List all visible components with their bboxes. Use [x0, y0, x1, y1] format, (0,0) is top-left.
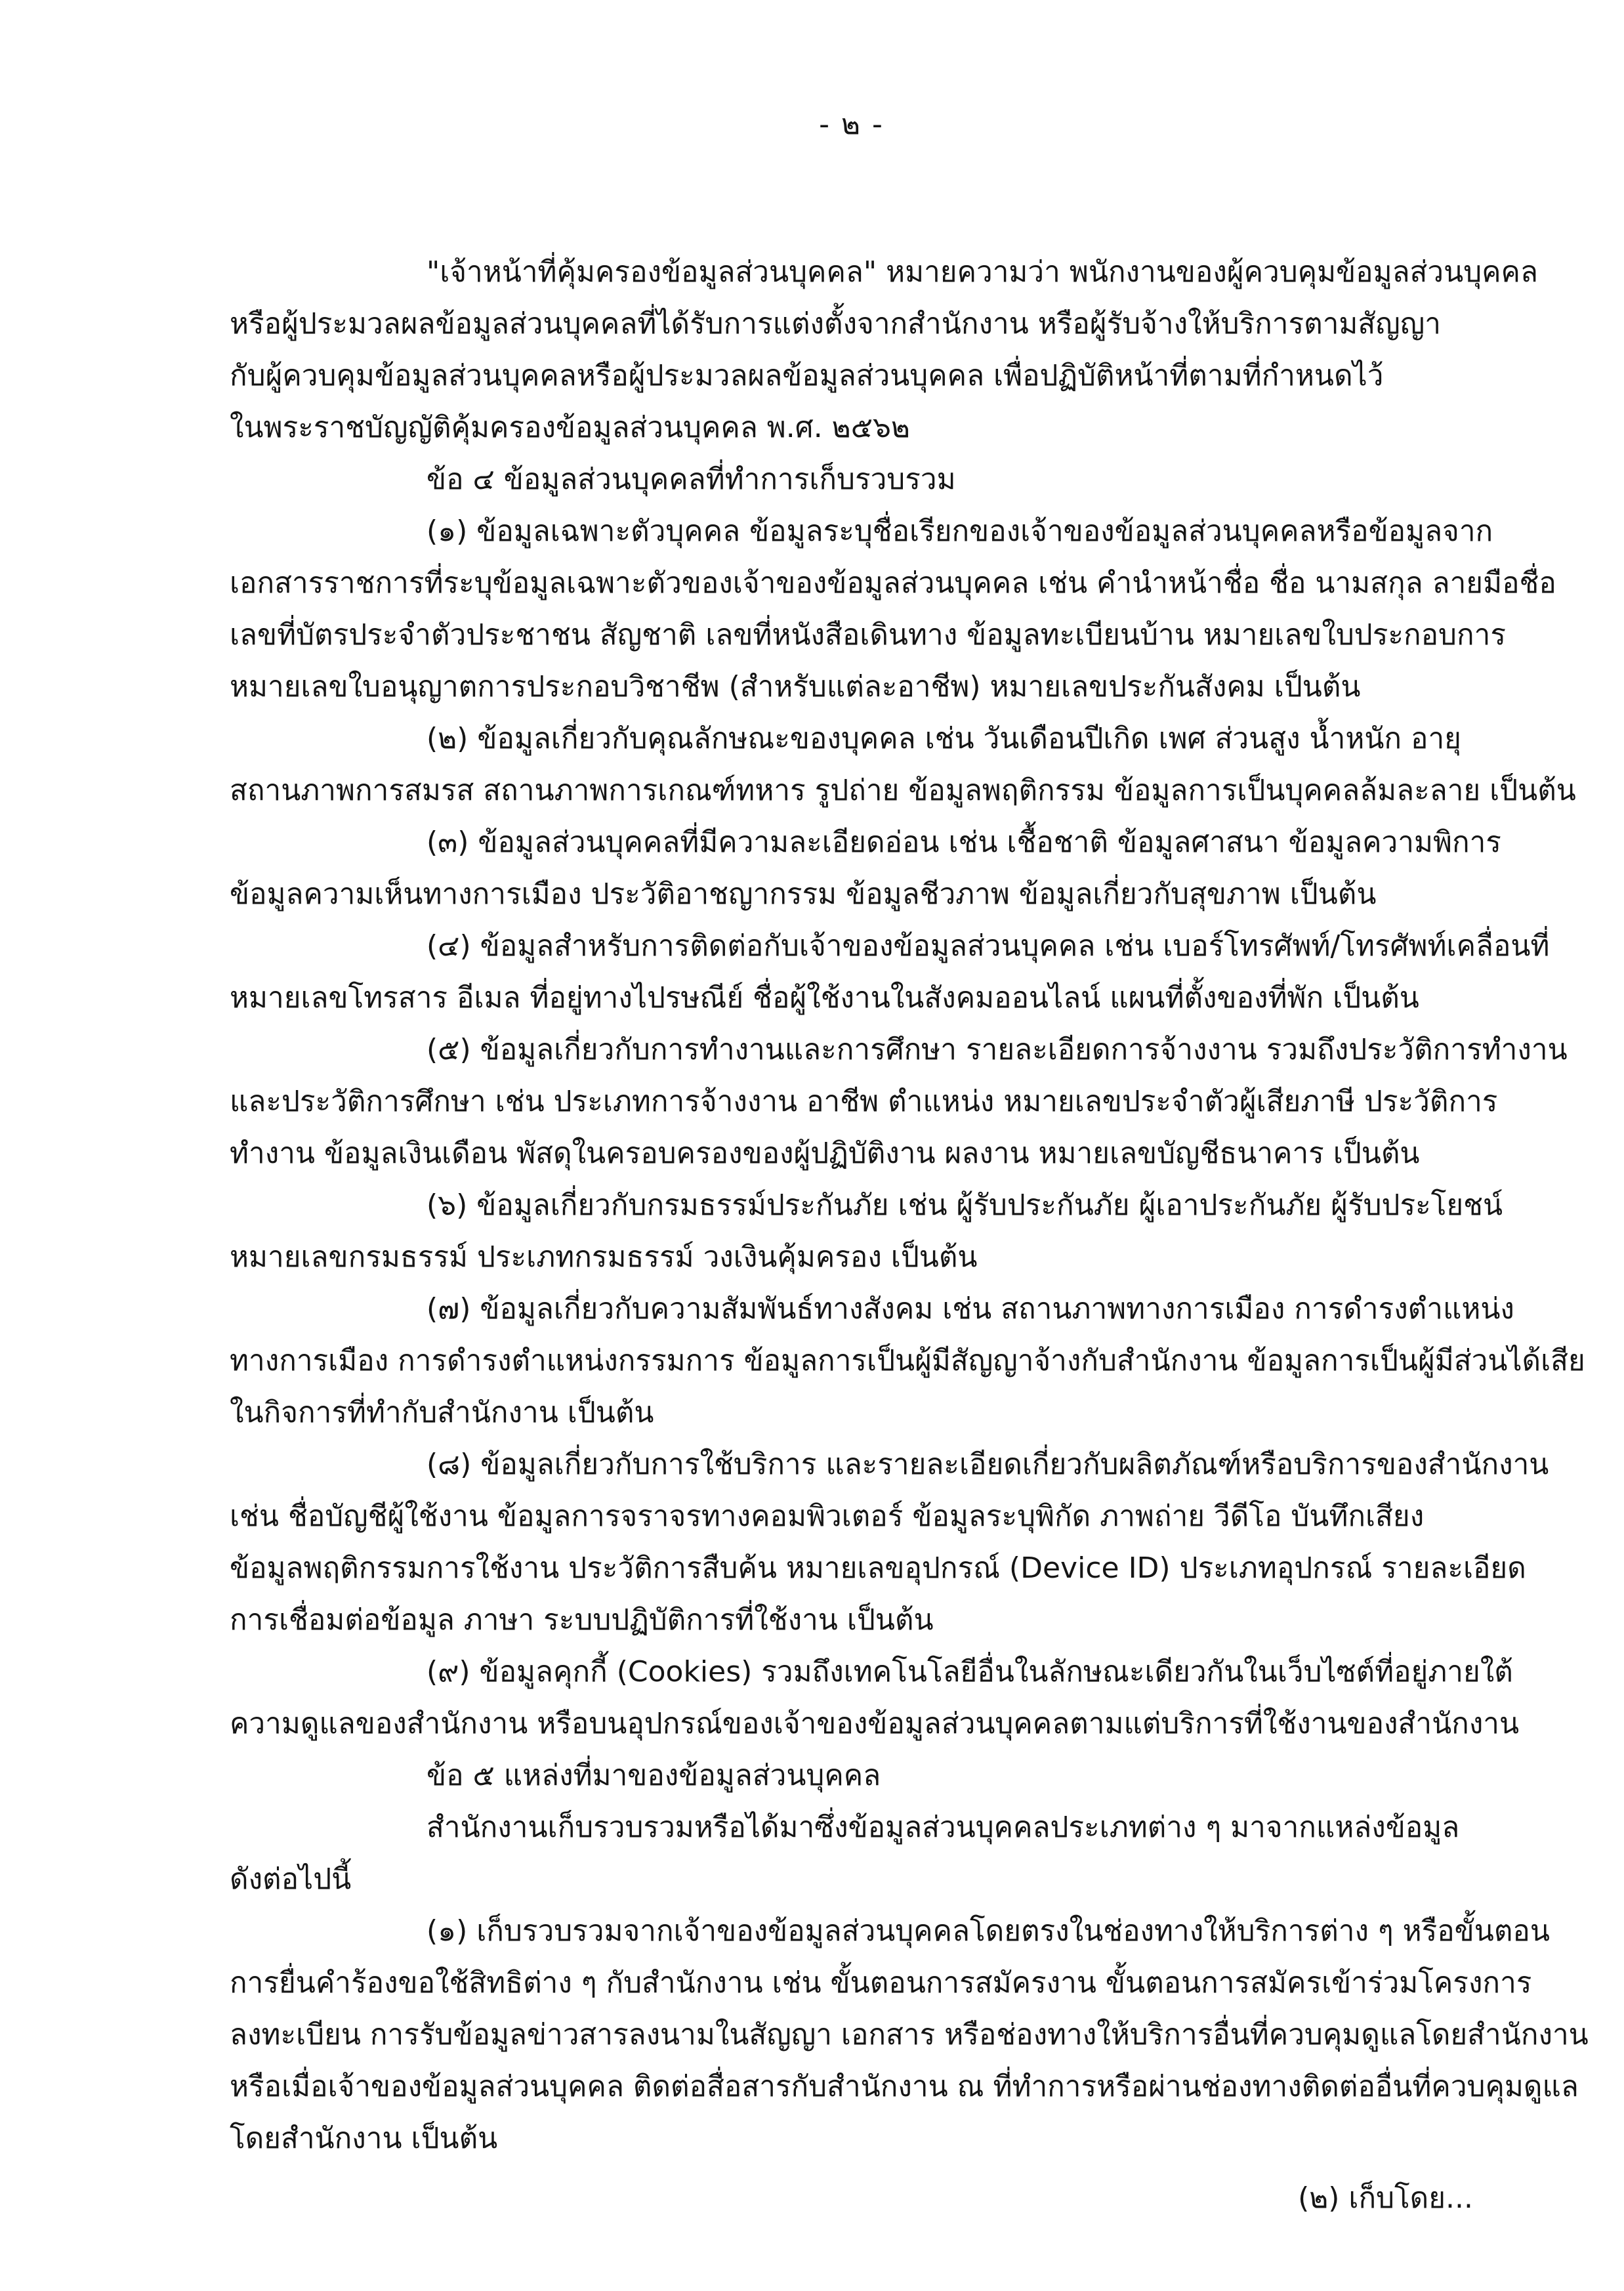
paragraph-line: (๙) ข้อมูลคุกกี้ (Cookies) รวมถึงเทคโนโลยีอื่นในลักษณะเดียวกันในเว็บไซต์ที่อยู่ภายใต้	[427, 1655, 1513, 1689]
paragraph-line: ทางการเมือง การดำรงตำแหน่งกรรมการ ข้อมูลการเป็นผู้มีสัญญาจ้างกับสำนักงาน ข้อมูลการเป็นผู้มีส่วนได้เสีย	[230, 1344, 1585, 1377]
page-number: - ๒ -	[819, 108, 884, 141]
paragraph-line: (๖) ข้อมูลเกี่ยวกับกรมธรรม์ประกันภัย เช่น ผู้รับประกันภัย ผู้เอาประกันภัย ผู้รับประโยชน์	[427, 1188, 1503, 1222]
paragraph-line: เอกสารราชการที่ระบุข้อมูลเฉพาะตัวของเจ้าของข้อมูลส่วนบุคคล เช่น คำนำหน้าชื่อ ชื่อ นามสกุล ลายมือชื่อ	[230, 566, 1556, 600]
paragraph-line: (๓) ข้อมูลส่วนบุคคลที่มีความละเอียดอ่อน เช่น เชื้อชาติ ข้อมูลศาสนา ข้อมูลความพิการ	[427, 826, 1501, 859]
paragraph-line: ในกิจการที่ทำกับสำนักงาน เป็นต้น	[230, 1396, 654, 1429]
paragraph-line: โดยสำนักงาน เป็นต้น	[230, 2122, 498, 2155]
section-heading: ข้อ ๔ ข้อมูลส่วนบุคคลที่ทำการเก็บรวบรวม	[427, 463, 956, 496]
paragraph-line: (๔) ข้อมูลสำหรับการติดต่อกับเจ้าของข้อมูลส่วนบุคคล เช่น เบอร์โทรศัพท์/โทรศัพท์เคลื่อนที่	[427, 929, 1550, 963]
paragraph-line: ทำงาน ข้อมูลเงินเดือน พัสดุในครอบครองของผู้ปฏิบัติงาน ผลงาน หมายเลขบัญชีธนาคาร เป็นต้น	[230, 1137, 1420, 1170]
document-body	[230, 246, 1589, 2164]
paragraph-line: สำนักงานเก็บรวบรวมหรือได้มาซึ่งข้อมูลส่วนบุคคลประเภทต่าง ๆ มาจากแหล่งข้อมูล	[427, 1811, 1460, 1844]
paragraph-line: (๑) เก็บรวบรวมจากเจ้าของข้อมูลส่วนบุคคลโดยตรงในช่องทางให้บริการต่าง ๆ หรือขั้นตอน	[427, 1914, 1550, 1948]
continuation-catchword: (๒) เก็บโดย...	[1298, 2181, 1473, 2215]
paragraph-line: ในพระราชบัญญัติคุ้มครองข้อมูลส่วนบุคคล พ.ศ. ๒๕๖๒	[230, 411, 910, 444]
paragraph-line: ลงทะเบียน การรับข้อมูลข่าวสารลงนามในสัญญา เอกสาร หรือช่องทางให้บริการอื่นที่ควบคุมดูแลโดยสำนักงาน	[230, 2018, 1589, 2051]
paragraph-line: การยื่นคำร้องขอใช้สิทธิต่าง ๆ กับสำนักงาน เช่น ขั้นตอนการสมัครงาน ขั้นตอนการสมัครเข้าร่วมโครงการ	[230, 1966, 1532, 2000]
paragraph-line: (๑) ข้อมูลเฉพาะตัวบุคคล ข้อมูลระบุชื่อเรียกของเจ้าของข้อมูลส่วนบุคคลหรือข้อมูลจาก	[427, 515, 1493, 548]
paragraph-line: เลขที่บัตรประจำตัวประชาชน สัญชาติ เลขที่หนังสือเดินทาง ข้อมูลทะเบียนบ้าน หมายเลขใบประกอบการ	[230, 618, 1506, 652]
paragraph-line: หมายเลขกรมธรรม์ ประเภทกรมธรรม์ วงเงินคุ้มครอง เป็นต้น	[230, 1240, 978, 1274]
paragraph-line: ดังต่อไปนี้	[230, 1862, 352, 1896]
paragraph-line: เช่น ชื่อบัญชีผู้ใช้งาน ข้อมูลการจราจรทางคอมพิวเตอร์ ข้อมูลระบุพิกัด ภาพถ่าย วีดีโอ บันทึกเสียง	[230, 1500, 1425, 1533]
paragraph-line: หมายเลขใบอนุญาตการประกอบวิชาชีพ (สำหรับแต่ละอาชีพ) หมายเลขประกันสังคม เป็นต้น	[230, 670, 1361, 704]
paragraph-line: ข้อมูลความเห็นทางการเมือง ประวัติอาชญากรรม ข้อมูลชีวภาพ ข้อมูลเกี่ยวกับสุขภาพ เป็นต้น	[230, 877, 1377, 911]
paragraph-line: และประวัติการศึกษา เช่น ประเภทการจ้างงาน อาชีพ ตำแหน่ง หมายเลขประจำตัวผู้เสียภาษี ประวัติการ	[230, 1085, 1498, 1118]
paragraph-line: (๘) ข้อมูลเกี่ยวกับการใช้บริการ และรายละเอียดเกี่ยวกับผลิตภัณฑ์หรือบริการของสำนักงาน	[427, 1448, 1549, 1481]
paragraph-line: (๕) ข้อมูลเกี่ยวกับการทำงานและการศึกษา รายละเอียดการจ้างงาน รวมถึงประวัติการทำงาน	[427, 1033, 1568, 1066]
paragraph-line: ความดูแลของสำนักงาน หรือบนอุปกรณ์ของเจ้าของข้อมูลส่วนบุคคลตามแต่บริการที่ใช้งานของสำนักงาน	[230, 1707, 1520, 1740]
paragraph-line: การเชื่อมต่อข้อมูล ภาษา ระบบปฏิบัติการที่ใช้งาน เป็นต้น	[230, 1603, 934, 1637]
paragraph-line: (๗) ข้อมูลเกี่ยวกับความสัมพันธ์ทางสังคม เช่น สถานภาพทางการเมือง การดำรงตำแหน่ง	[427, 1292, 1514, 1326]
paragraph-line: ข้อมูลพฤติกรรมการใช้งาน ประวัติการสืบค้น หมายเลขอุปกรณ์ (Device ID) ประเภทอุปกรณ์ รายละเอียด	[230, 1551, 1526, 1585]
paragraph-line: "เจ้าหน้าที่คุ้มครองข้อมูลส่วนบุคคล" หมายความว่า พนักงานของผู้ควบคุมข้อมูลส่วนบุคคล	[427, 255, 1538, 289]
section-heading: ข้อ ๕ แหล่งที่มาของข้อมูลส่วนบุคคล	[427, 1759, 881, 1792]
paragraph-line: หมายเลขโทรสาร อีเมล ที่อยู่ทางไปรษณีย์ ชื่อผู้ใช้งานในสังคมออนไลน์ แผนที่ตั้งของที่พัก เป็นต้น	[230, 981, 1419, 1015]
paragraph-line: (๒) ข้อมูลเกี่ยวกับคุณลักษณะของบุคคล เช่น วันเดือนปีเกิด เพศ ส่วนสูง น้ำหนัก อายุ	[427, 722, 1461, 755]
paragraph-line: สถานภาพการสมรส สถานภาพการเกณฑ์ทหาร รูปถ่าย ข้อมูลพฤติกรรม ข้อมูลการเป็นบุคคลล้มละลาย เป็นต้น	[230, 774, 1576, 807]
paragraph-line: กับผู้ควบคุมข้อมูลส่วนบุคคลหรือผู้ประมวลผลข้อมูลส่วนบุคคล เพื่อปฏิบัติหน้าที่ตามที่กำหนดไว้	[230, 359, 1384, 392]
paragraph-line: หรือผู้ประมวลผลข้อมูลส่วนบุคคลที่ได้รับการแต่งตั้งจากสำนักงาน หรือผู้รับจ้างให้บริการตามสัญญา	[230, 307, 1441, 341]
paragraph-line: หรือเมื่อเจ้าของข้อมูลส่วนบุคคล ติดต่อสื่อสารกับสำนักงาน ณ ที่ทำการหรือผ่านช่องทางติดต่ออื่นที่ควบคุมดูแล	[230, 2070, 1579, 2103]
